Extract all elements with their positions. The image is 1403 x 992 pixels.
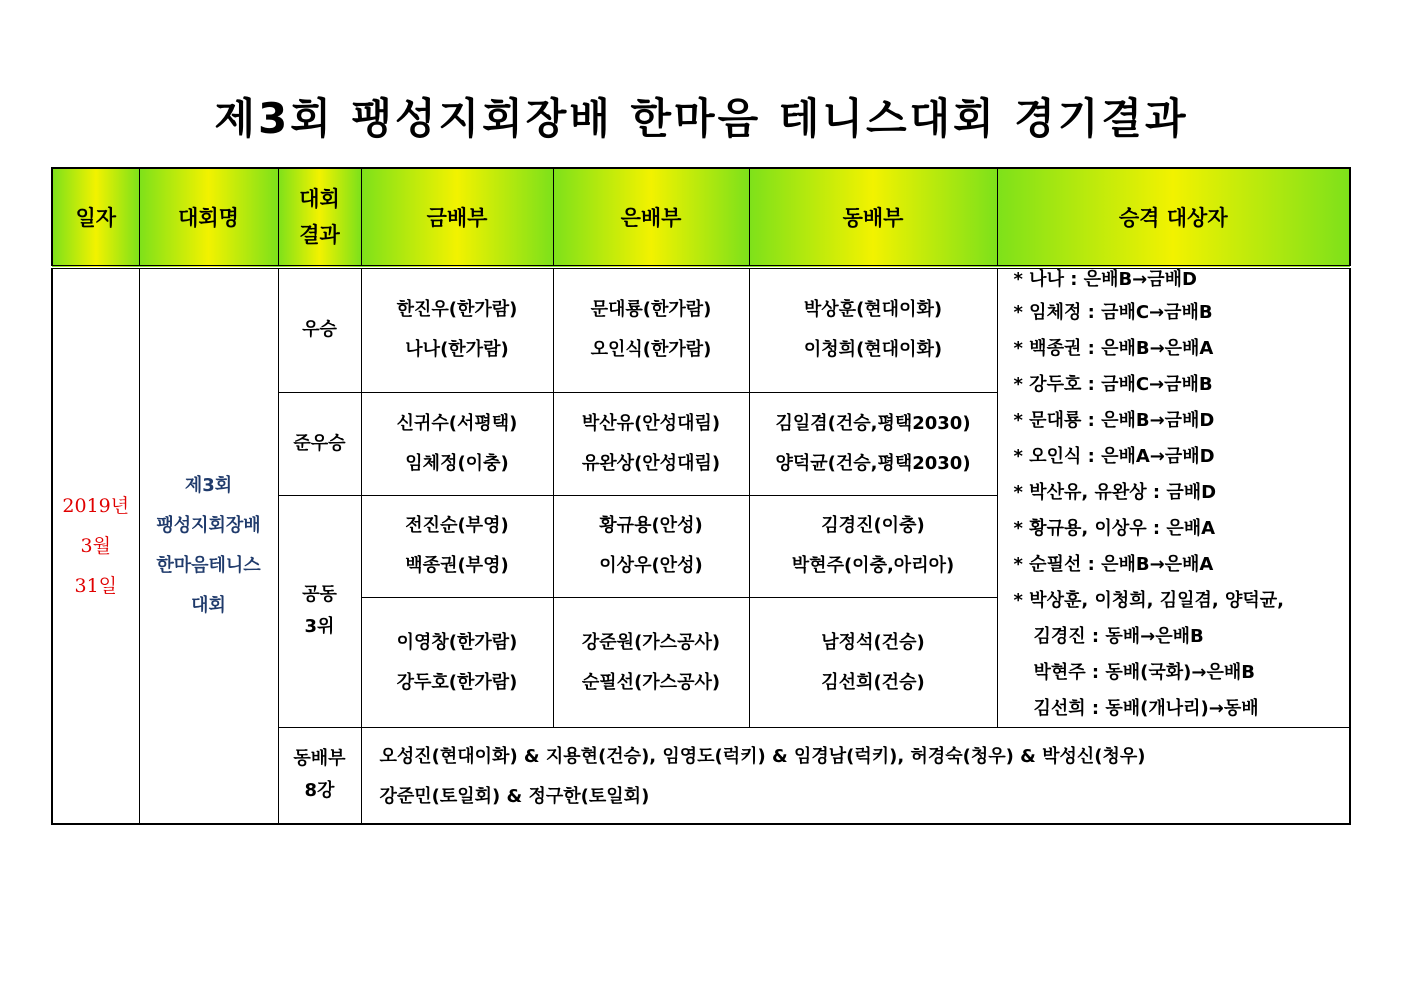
promotion-item: 박현주 : 동배(국화)→은배B [1033,662,1255,683]
third-a-gold [361,495,553,598]
header-result [278,168,361,267]
player: 김일겸(건승,평택2030) [775,412,971,434]
player: 신귀수(서평택) [396,412,518,434]
promotion-item: * 오인식 : 은배A→금배D [1013,446,1215,467]
winner-gold [361,267,553,392]
player: 백종권(부영) [405,555,509,577]
header-promotion: 승격 대상자 [997,168,1350,267]
promotion-item: * 백종권 : 은배B→은배A [1013,338,1214,359]
results-table [51,167,1351,825]
player: 이상우(안성) [599,555,703,577]
result-quarter-line1: 동배부 [293,748,346,770]
player: 황규용(안성) [599,515,703,537]
third-b-silver [553,598,749,728]
promotion-item: * 박상훈, 이청희, 김일겸, 양덕균, [1013,590,1284,611]
player: 김선희(건승) [821,671,925,693]
player: 문대룡(한가람) [590,299,712,321]
player: 임체정(이충) [405,452,509,474]
result-quarter-line2: 8강 [304,780,335,802]
header-row [52,168,1350,267]
promotion-item: * 황규용, 이상우 : 은배A [1013,518,1216,539]
promotion-item: * 문대룡 : 은배B→금배D [1013,410,1215,431]
promotion-list [997,267,1350,728]
header-result-line1: 대회 [299,187,340,211]
player: 오인식(한가람) [590,339,712,361]
runner-up-silver [553,392,749,495]
player: 이청희(현대이화) [803,339,943,361]
result-third-line2: 3위 [304,616,335,638]
third-b-gold [361,598,553,728]
player: 유완상(안성대림) [581,452,721,474]
quarterfinal-list [361,728,1350,824]
header-silver: 은배부 [553,168,749,267]
third-b-bronze [749,598,997,728]
player: 김경진(이충) [821,515,925,537]
winner-silver [553,267,749,392]
event-line: 한마음테니스 [156,554,261,576]
header-date: 일자 [52,168,139,267]
header-result-line2: 결과 [299,223,340,247]
player: 양덕균(건승,평택2030) [775,452,971,474]
promotion-item: * 강두호 : 금배C→금배B [1013,374,1213,395]
result-joint-third [278,495,361,728]
player: 박현주(이충,아리아) [791,555,955,577]
player: 박산유(안성대림) [581,412,721,434]
player: 순필선(가스공사) [581,671,721,693]
header-gold: 금배부 [361,168,553,267]
page-title: 제3회 팽성지회장배 한마음 테니스대회 경기결과 [214,94,1189,143]
runner-up-bronze [749,392,997,495]
promotion-item: 김경진 : 동배→은배B [1033,626,1204,647]
date-day: 31일 [74,574,118,597]
header-bronze: 동배부 [749,168,997,267]
result-third-line1: 공동 [302,584,337,606]
player: 강준원(가스공사) [581,631,721,653]
event-line: 팽성지회장배 [156,514,261,536]
row-winner [52,267,1350,392]
runner-up-gold [361,392,553,495]
result-quarterfinal [278,728,361,824]
winner-bronze [749,267,997,392]
event-line: 대회 [191,594,226,616]
third-a-bronze [749,495,997,598]
result-runner-up: 준우승 [278,392,361,495]
player: 박상훈(현대이화) [803,299,943,321]
player: 한진우(한가람) [396,299,518,321]
promotion-item: * 박산유, 유완상 : 금배D [1013,482,1217,503]
event-line: 제3회 [184,474,233,496]
date-month: 3월 [80,534,111,557]
quarterfinal-line: 강준민(토일회) & 정구한(토일회) [379,786,650,808]
promotion-item: 김선희 : 동배(개나리)→동배 [1033,698,1259,719]
header-event: 대회명 [139,168,278,267]
result-winner: 우승 [278,267,361,392]
date-cell [52,267,139,824]
date-year: 2019년 [62,494,130,517]
third-a-silver [553,495,749,598]
player: 이영창(한가람) [396,631,518,653]
promotion-item: * 나나 : 은배B→금배D [1013,269,1197,290]
quarterfinal-line: 오성진(현대이화) & 지용현(건승), 임영도(럭키) & 임경남(럭키), 허경숙(청우) & 박성신(청우) [379,746,1146,768]
results-table-container [51,167,1349,823]
player: 전진순(부영) [405,515,509,537]
player: 강두호(한가람) [396,671,518,693]
player: 남정석(건승) [821,631,925,653]
event-name-cell [139,267,278,824]
player: 나나(한가람) [405,339,509,361]
promotion-item: * 순필선 : 은배B→은배A [1013,554,1214,575]
promotion-item: * 임체정 : 금배C→금배B [1013,302,1213,323]
